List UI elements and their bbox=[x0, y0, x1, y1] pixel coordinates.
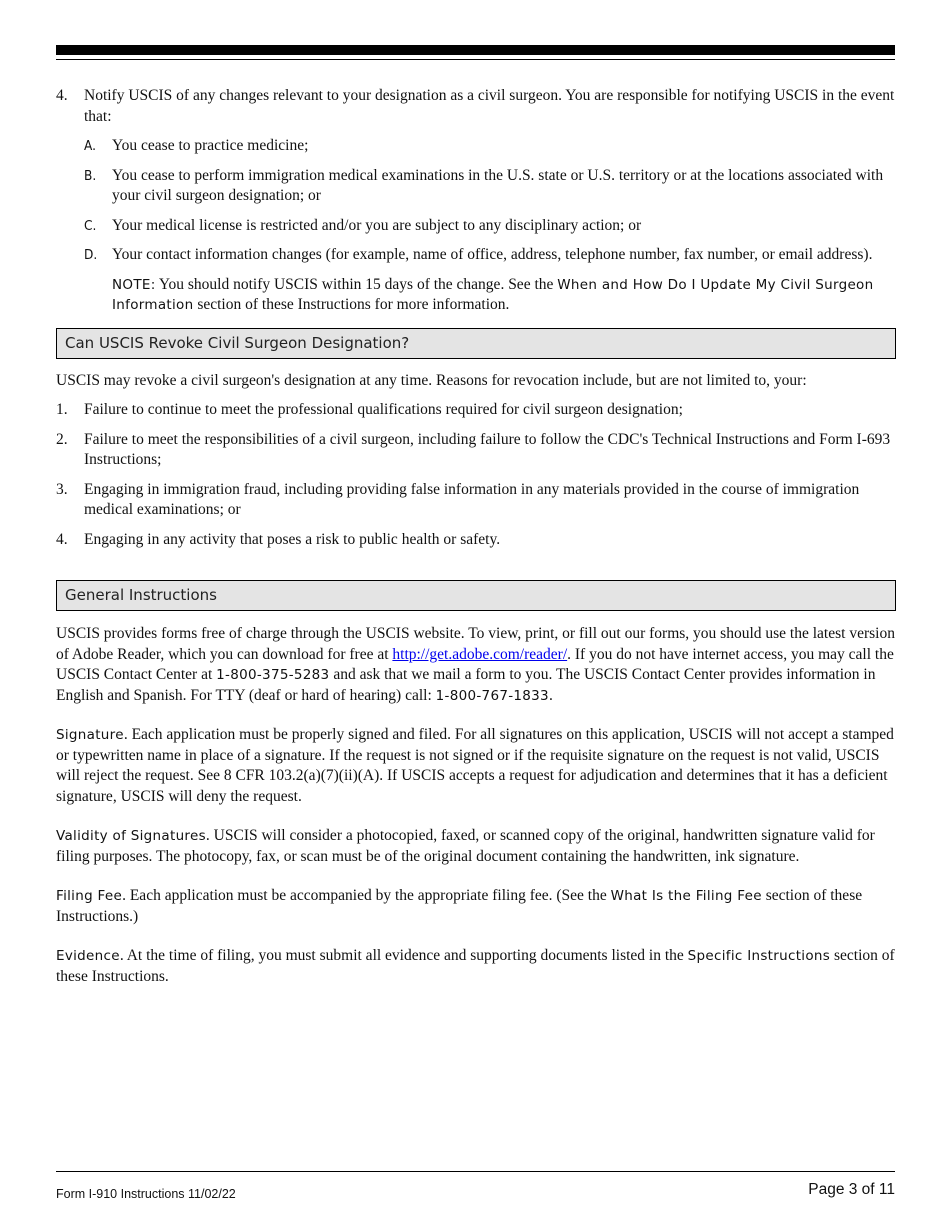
item-text: Engaging in any activity that poses a risk to public health or safety. bbox=[84, 530, 501, 548]
sub-list-item bbox=[84, 166, 896, 207]
list-item bbox=[56, 480, 896, 521]
filing-fee-text-1: . Each application must be accompanied by the appropriate filing fee. (See the bbox=[122, 887, 611, 904]
sub-list-item bbox=[84, 136, 896, 157]
item-text: Failure to meet the responsibilities of a civil surgeon, including failure to follow the CDC's Technical Instructions and Form I-693 Instructions; bbox=[84, 430, 891, 468]
footer-form-id: Form I-910 Instructions 11/02/22 bbox=[56, 1187, 236, 1201]
sub-item-letter: A. bbox=[84, 138, 96, 154]
sub-item-letter: C. bbox=[84, 217, 97, 234]
sub-item-text: Your contact information changes (for example, name of office, address, telephone number, fax number, or email address). bbox=[112, 246, 873, 263]
evidence-text-1: . At the time of filing, you must submit all evidence and supporting documents listed in the bbox=[119, 947, 688, 964]
filing-fee-reference: What Is the Filing Fee bbox=[610, 888, 762, 904]
evidence-paragraph bbox=[56, 946, 896, 987]
signature-paragraph bbox=[56, 725, 896, 807]
filing-fee-label: Filing Fee bbox=[56, 888, 123, 904]
revoke-intro: USCIS may revoke a civil surgeon's designation at any time. Reasons for revocation include, but are not limited to, your: bbox=[56, 371, 807, 389]
header-thick-rule bbox=[56, 45, 895, 55]
note-paragraph bbox=[112, 275, 896, 316]
item-text: Failure to continue to meet the professional qualifications required for civil surgeon designation; bbox=[84, 401, 683, 418]
item-number: 4. bbox=[56, 530, 68, 548]
evidence-text-2: section of these Instructions. bbox=[56, 947, 895, 985]
item-number: 2. bbox=[56, 430, 68, 448]
filing-fee-text-2: section of these Instructions.) bbox=[56, 887, 863, 925]
header-thin-rule bbox=[56, 59, 895, 60]
list-item bbox=[56, 430, 896, 471]
sub-item-letter: D. bbox=[84, 247, 98, 263]
list-item bbox=[56, 530, 896, 551]
footer-page-number: Page 3 of 11 bbox=[808, 1181, 895, 1198]
footer-rule bbox=[56, 1171, 895, 1172]
sub-list-item bbox=[84, 245, 896, 266]
list-item bbox=[56, 86, 896, 127]
adobe-reader-link[interactable]: http://get.adobe.com/reader/ bbox=[392, 645, 568, 663]
section-header-general-instructions: General Instructions bbox=[56, 580, 896, 611]
general-paragraph bbox=[56, 624, 896, 706]
item-number: 4. bbox=[56, 87, 68, 104]
note-text-1: You should notify USCIS within 15 days of the change. See the bbox=[155, 275, 558, 293]
item-number: 1. bbox=[56, 401, 68, 418]
item-text: Engaging in immigration fraud, including providing false information in any materials provided in the course of immigration medical examinations; or bbox=[84, 480, 860, 518]
sub-item-text: Your medical license is restricted and/or you are subject to any disciplinary action; or bbox=[112, 216, 642, 234]
validity-label: Validity of Signatures bbox=[56, 828, 206, 844]
section-header-revoke: Can USCIS Revoke Civil Surgeon Designation? bbox=[56, 328, 896, 359]
filing-fee-paragraph bbox=[56, 886, 896, 927]
page-content bbox=[56, 86, 896, 1006]
note-section-reference: When and How Do I Update My Civil Surgeon Information bbox=[112, 276, 874, 313]
note-label: NOTE: bbox=[112, 276, 156, 293]
list-item bbox=[56, 400, 896, 421]
general-text-b: . If you do not have internet access, you may call the USCIS Contact Center at bbox=[56, 645, 894, 683]
sub-item-letter: B. bbox=[84, 167, 97, 184]
contact-center-phone: 1-800-375-5283 bbox=[216, 667, 330, 683]
evidence-label: Evidence bbox=[56, 948, 120, 964]
sub-item-text: You cease to practice medicine; bbox=[112, 137, 309, 154]
general-text-d: . bbox=[548, 686, 553, 704]
signature-text: . Each application must be properly signed and filed. For all signatures on this application, USCIS will not accept a stamped or typewritten name in place of a signature. If the request is not signed or if the requisite signature on the request is not valid, USCIS will reject the request. See 8 CFR 103.2(a)(7)(ii)(A). If USCIS accepts a request for adjudication and determines that it has a deficient signature, USCIS will deny the request. bbox=[56, 726, 894, 805]
item-text: Notify USCIS of any changes relevant to your designation as a civil surgeon. You are responsible for notifying USCIS in the event that: bbox=[84, 87, 895, 125]
item-number: 3. bbox=[56, 480, 68, 498]
note-text-2: section of these Instructions for more information. bbox=[193, 296, 510, 313]
signature-label: Signature bbox=[56, 727, 124, 743]
validity-paragraph bbox=[56, 826, 896, 867]
sub-list-item bbox=[84, 216, 896, 237]
sub-item-text: You cease to perform immigration medical examinations in the U.S. state or U.S. territory or at the locations associated with your civil surgeon designation; or bbox=[112, 166, 884, 204]
validity-text: . USCIS will consider a photocopied, faxed, or scanned copy of the original, handwritten signature valid for filing purposes. The photocopy, fax, or scan must be of the original document containing the handwritten, ink signature. bbox=[56, 827, 875, 865]
general-text-c: and ask that we mail a form to you. The USCIS Contact Center provides information in English and Spanish. For TTY (deaf or hard of hearing) call: bbox=[56, 666, 876, 704]
evidence-reference: Specific Instructions bbox=[687, 948, 831, 964]
general-text-a: USCIS provides forms free of charge through the USCIS website. To view, print, or fill out our forms, you should use the latest version of Adobe Reader, which you can download for free at bbox=[56, 625, 895, 663]
tty-phone: 1-800-767-1833 bbox=[435, 687, 549, 704]
